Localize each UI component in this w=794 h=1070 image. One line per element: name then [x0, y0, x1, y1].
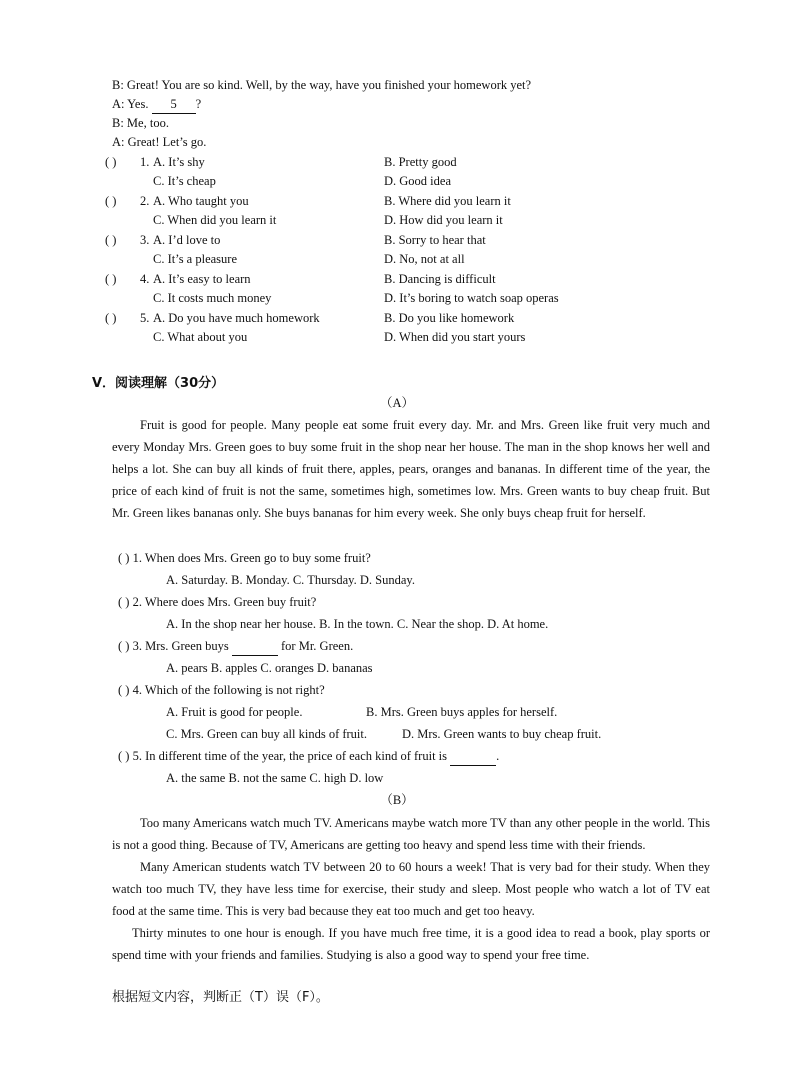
punctuation: ? [195, 97, 202, 111]
answer-paren[interactable]: ( ) [105, 311, 117, 325]
passage-paragraph: Too many Americans watch much TV. Americans maybe watch more TV than any other people in the world. This is not a good thing. Because of TV, Americans are getting too heavy and spend less time with their friends. [112, 816, 710, 852]
answer-blank: 5 [152, 95, 196, 114]
passage-paragraph: Many American students watch TV between 20 to 60 hours a week! That is very bad for their study. When they watch too much TV, they have less time for exercise, their study and sleep. Most people who watch a lot of TV eat food at the same time. This is very bad because they eat too much and get too heavy. [112, 860, 710, 918]
option-c: C. It costs much money [153, 291, 272, 305]
question [118, 747, 499, 766]
answer-blank[interactable] [450, 747, 496, 766]
question-option: D. Mrs. Green wants to buy cheap fruit. [402, 727, 602, 741]
part-label: （B） [380, 793, 414, 807]
option-b: B. Do you like homework [384, 311, 515, 325]
option-a: A. It’s easy to learn [153, 272, 251, 286]
question-options: A. the same B. not the same C. high D. low [166, 771, 384, 785]
option-a: A. Who taught you [153, 194, 249, 208]
option-b: B. Where did you learn it [384, 194, 511, 208]
option-b: B. Pretty good [384, 155, 457, 169]
option-a: A. Do you have much homework [153, 311, 320, 325]
option-d: D. When did you start yours [384, 330, 526, 344]
passage-a [112, 414, 710, 524]
question-text: for Mr. Green. [281, 639, 354, 653]
option-d: D. No, not at all [384, 252, 465, 266]
speaker-text: A: Yes. [112, 97, 149, 111]
instruction: 根据短文内容，判断正（T）误（F）。 [112, 990, 329, 1005]
option-b: B. Dancing is difficult [384, 272, 496, 286]
option-c: C. It’s cheap [153, 174, 216, 188]
part-label: （A） [379, 396, 415, 410]
question-option: C. Mrs. Green can buy all kinds of fruit. [166, 727, 368, 741]
dialogue-line [112, 95, 201, 114]
question: ( ) 1. When does Mrs. Green go to buy some fruit? [118, 551, 371, 565]
option-d: D. It’s boring to watch soap operas [384, 291, 559, 305]
option-d: D. Good idea [384, 174, 451, 188]
question-options: A. Saturday. B. Monday. C. Thursday. D. Sunday. [166, 573, 415, 587]
option-c: C. It’s a pleasure [153, 252, 238, 266]
answer-paren[interactable]: ( ) [105, 272, 117, 286]
option-b: B. Sorry to hear that [384, 233, 486, 247]
answer-blank[interactable] [232, 637, 278, 656]
section-title: V．阅读理解（30分） [92, 376, 225, 391]
dialogue-line: B: Great! You are so kind. Well, by the way, have you finished your homework yet? [112, 78, 532, 92]
dialogue-line: B: Me, too. [112, 116, 169, 130]
question-number: 2. [140, 194, 150, 208]
option-c: C. What about you [153, 330, 248, 344]
passage-paragraph: Thirty minutes to one hour is enough. If you have much free time, it is a good idea to read a book, play sports or spend time with your friends and families. Studying is also a good way to spend your free time. [112, 926, 710, 962]
passage-b [112, 812, 710, 966]
question [118, 637, 353, 656]
question-number: 1. [140, 155, 150, 169]
option-c: C. When did you learn it [153, 213, 277, 227]
option-a: A. It’s shy [153, 155, 205, 169]
question-text: ( ) 5. In different time of the year, the price of each kind of fruit is [118, 749, 448, 763]
passage-paragraph: Fruit is good for people. Many people eat some fruit every day. Mr. and Mrs. Green like fruit very much and every Monday Mrs. Green goes to buy some fruit in the shop near her house. The man in the shop knows her well and helps a lot. She can buy all kinds of fruit there, apples, pears, oranges and bananas. In different time of the year, the price of each kind of fruit is not the same, sometimes high, sometimes low. Mrs. Green wants to buy cheap fruit. But Mr. Green likes bananas only. She buys bananas for him every week. She only buys cheap fruit for herself. [112, 418, 710, 520]
question-number: 3. [140, 233, 150, 247]
question-number: 5. [140, 311, 150, 325]
option-d: D. How did you learn it [384, 213, 503, 227]
question-text: . [496, 749, 500, 763]
question-options: A. In the shop near her house. B. In the town. C. Near the shop. D. At home. [166, 617, 549, 631]
question-options: A. pears B. apples C. oranges D. bananas [166, 661, 373, 675]
question-option: B. Mrs. Green buys apples for herself. [366, 705, 558, 719]
answer-paren[interactable]: ( ) [105, 233, 117, 247]
answer-paren[interactable]: ( ) [105, 155, 117, 169]
option-a: A. I’d love to [153, 233, 221, 247]
question-number: 4. [140, 272, 150, 286]
answer-paren[interactable]: ( ) [105, 194, 117, 208]
dialogue-line: A: Great! Let’s go. [112, 135, 207, 149]
question: ( ) 2. Where does Mrs. Green buy fruit? [118, 595, 317, 609]
question: ( ) 4. Which of the following is not right? [118, 683, 325, 697]
question-text: ( ) 3. Mrs. Green buys [118, 639, 229, 653]
question-option: A. Fruit is good for people. [166, 705, 303, 719]
